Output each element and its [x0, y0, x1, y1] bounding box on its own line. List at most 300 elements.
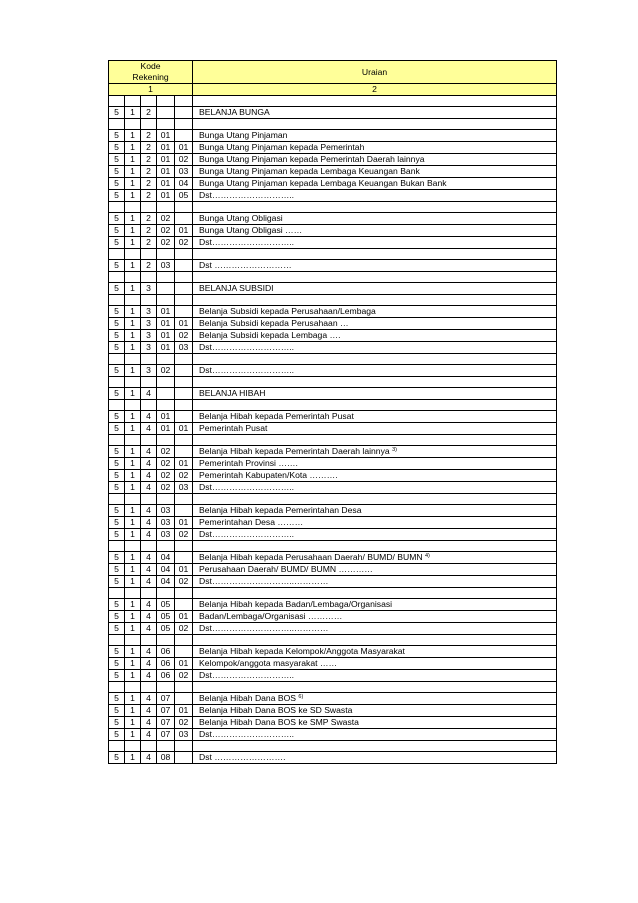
- table-row: [109, 142, 557, 154]
- empty-cell: [193, 435, 557, 446]
- kode-segment-3: 2: [141, 142, 157, 154]
- empty-cell: [109, 377, 125, 388]
- table-row: [109, 611, 557, 623]
- kode-segment-2: 1: [125, 342, 141, 354]
- kode-segment-3: 4: [141, 670, 157, 682]
- kode-segment-1: 5: [109, 365, 125, 377]
- kode-segment-2: 1: [125, 330, 141, 342]
- kode-segment-4: 01: [157, 130, 175, 142]
- uraian-text: Bunga Utang Pinjaman kepada Lembaga Keuangan Bukan Bank: [199, 178, 447, 188]
- empty-cell: [141, 354, 157, 365]
- empty-cell: [193, 377, 557, 388]
- kode-segment-3: 4: [141, 599, 157, 611]
- kode-segment-1: 5: [109, 130, 125, 142]
- table-row: [109, 623, 557, 635]
- empty-cell: [175, 377, 193, 388]
- kode-segment-2: 1: [125, 142, 141, 154]
- kode-segment-5: 02: [175, 330, 193, 342]
- kode-segment-3: 4: [141, 529, 157, 541]
- uraian-cell: [193, 213, 557, 225]
- kode-segment-4: 01: [157, 423, 175, 435]
- empty-cell: [175, 249, 193, 260]
- spacer-row: [109, 588, 557, 599]
- spacer-row: [109, 295, 557, 306]
- kode-segment-2: 1: [125, 564, 141, 576]
- kode-segment-4: 01: [157, 190, 175, 202]
- empty-cell: [125, 400, 141, 411]
- kode-segment-5: 01: [175, 517, 193, 529]
- kode-segment-5: [175, 213, 193, 225]
- empty-cell: [109, 494, 125, 505]
- empty-cell: [125, 96, 141, 107]
- uraian-cell: [193, 411, 557, 423]
- kode-segment-3: 3: [141, 283, 157, 295]
- empty-cell: [109, 588, 125, 599]
- kode-segment-4: 01: [157, 142, 175, 154]
- table-header: [109, 61, 557, 96]
- kode-rekening-table: [108, 60, 557, 764]
- empty-cell: [125, 494, 141, 505]
- spacer-row: [109, 435, 557, 446]
- kode-segment-5: 02: [175, 470, 193, 482]
- uraian-text: Belanja Hibah kepada Pemerintah Daerah lainnya: [199, 446, 390, 456]
- table-row: [109, 388, 557, 400]
- kode-segment-3: 4: [141, 576, 157, 588]
- kode-segment-2: 1: [125, 458, 141, 470]
- empty-cell: [193, 541, 557, 552]
- kode-segment-5: [175, 599, 193, 611]
- empty-cell: [175, 119, 193, 130]
- empty-cell: [109, 541, 125, 552]
- kode-segment-1: 5: [109, 729, 125, 741]
- uraian-cell: [193, 729, 557, 741]
- kode-segment-3: 4: [141, 729, 157, 741]
- table-row: [109, 564, 557, 576]
- kode-segment-2: 1: [125, 646, 141, 658]
- table-row: [109, 213, 557, 225]
- kode-segment-3: 4: [141, 705, 157, 717]
- empty-cell: [141, 400, 157, 411]
- kode-segment-3: 4: [141, 470, 157, 482]
- kode-segment-4: 07: [157, 705, 175, 717]
- empty-cell: [157, 249, 175, 260]
- kode-segment-3: 4: [141, 446, 157, 458]
- kode-segment-2: 1: [125, 729, 141, 741]
- kode-segment-5: [175, 693, 193, 705]
- kode-segment-2: 1: [125, 213, 141, 225]
- empty-cell: [175, 541, 193, 552]
- kode-segment-5: 02: [175, 576, 193, 588]
- kode-segment-3: 2: [141, 213, 157, 225]
- spacer-row: [109, 96, 557, 107]
- kode-segment-2: 1: [125, 190, 141, 202]
- kode-segment-5: 01: [175, 658, 193, 670]
- kode-segment-5: [175, 388, 193, 400]
- kode-segment-4: 06: [157, 646, 175, 658]
- column-number-2: 2: [193, 84, 557, 96]
- kode-segment-3: 4: [141, 552, 157, 564]
- empty-cell: [125, 272, 141, 283]
- kode-segment-2: 1: [125, 717, 141, 729]
- kode-segment-5: 01: [175, 225, 193, 237]
- kode-segment-3: 4: [141, 564, 157, 576]
- empty-cell: [141, 96, 157, 107]
- kode-segment-4: 02: [157, 482, 175, 494]
- kode-segment-4: 02: [157, 458, 175, 470]
- footnote-marker: 4): [425, 553, 430, 559]
- empty-cell: [193, 96, 557, 107]
- empty-cell: [175, 435, 193, 446]
- kode-segment-1: 5: [109, 330, 125, 342]
- kode-segment-3: 4: [141, 458, 157, 470]
- table-row: [109, 458, 557, 470]
- uraian-cell: [193, 505, 557, 517]
- kode-segment-1: 5: [109, 178, 125, 190]
- empty-cell: [125, 741, 141, 752]
- uraian-cell: [193, 670, 557, 682]
- kode-segment-5: 01: [175, 423, 193, 435]
- kode-segment-1: 5: [109, 306, 125, 318]
- kode-segment-1: 5: [109, 458, 125, 470]
- table-row: [109, 190, 557, 202]
- kode-segment-4: [157, 107, 175, 119]
- uraian-cell: [193, 423, 557, 435]
- kode-segment-5: 01: [175, 564, 193, 576]
- uraian-cell: [193, 178, 557, 190]
- empty-cell: [175, 96, 193, 107]
- uraian-cell: [193, 717, 557, 729]
- kode-segment-5: 03: [175, 342, 193, 354]
- kode-segment-5: [175, 365, 193, 377]
- footnote-marker: 3): [392, 447, 397, 453]
- table-row: [109, 646, 557, 658]
- empty-cell: [193, 249, 557, 260]
- table-row: [109, 752, 557, 764]
- spacer-row: [109, 400, 557, 411]
- empty-cell: [193, 202, 557, 213]
- spacer-row: [109, 541, 557, 552]
- uraian-cell: [193, 237, 557, 249]
- kode-segment-3: 4: [141, 623, 157, 635]
- spacer-row: [109, 202, 557, 213]
- kode-segment-4: 01: [157, 342, 175, 354]
- empty-cell: [141, 202, 157, 213]
- uraian-text: Dst………………………..: [199, 365, 295, 375]
- kode-segment-1: 5: [109, 225, 125, 237]
- empty-cell: [157, 541, 175, 552]
- kode-segment-3: 3: [141, 306, 157, 318]
- uraian-cell: [193, 330, 557, 342]
- kode-segment-4: 03: [157, 260, 175, 272]
- empty-cell: [125, 682, 141, 693]
- uraian-text: Kelompok/anggota masyarakat ……: [199, 658, 338, 668]
- uraian-cell: [193, 283, 557, 295]
- empty-cell: [141, 435, 157, 446]
- kode-segment-2: 1: [125, 599, 141, 611]
- kode-segment-2: 1: [125, 623, 141, 635]
- kode-segment-3: 4: [141, 693, 157, 705]
- kode-segment-1: 5: [109, 154, 125, 166]
- empty-cell: [157, 741, 175, 752]
- kode-segment-1: 5: [109, 705, 125, 717]
- spacer-row: [109, 741, 557, 752]
- kode-segment-3: 4: [141, 505, 157, 517]
- kode-segment-4: 02: [157, 446, 175, 458]
- empty-cell: [125, 377, 141, 388]
- kode-segment-3: 4: [141, 611, 157, 623]
- kode-segment-2: 1: [125, 306, 141, 318]
- empty-cell: [175, 682, 193, 693]
- kode-segment-5: 02: [175, 237, 193, 249]
- kode-segment-5: 03: [175, 166, 193, 178]
- kode-segment-1: 5: [109, 658, 125, 670]
- uraian-text: Perusahaan Daerah/ BUMD/ BUMN …………: [199, 564, 373, 574]
- kode-segment-1: 5: [109, 693, 125, 705]
- uraian-cell: [193, 306, 557, 318]
- uraian-cell: [193, 599, 557, 611]
- kode-segment-2: 1: [125, 517, 141, 529]
- kode-segment-3: 3: [141, 330, 157, 342]
- kode-segment-5: 04: [175, 178, 193, 190]
- kode-segment-4: 07: [157, 693, 175, 705]
- table-row: [109, 446, 557, 458]
- kode-segment-4: 03: [157, 505, 175, 517]
- kode-segment-5: 02: [175, 717, 193, 729]
- kode-segment-2: 1: [125, 130, 141, 142]
- kode-segment-1: 5: [109, 260, 125, 272]
- kode-segment-1: 5: [109, 611, 125, 623]
- kode-segment-1: 5: [109, 552, 125, 564]
- table-row: [109, 505, 557, 517]
- empty-cell: [125, 202, 141, 213]
- empty-cell: [141, 741, 157, 752]
- empty-cell: [175, 494, 193, 505]
- kode-segment-1: 5: [109, 529, 125, 541]
- empty-cell: [109, 249, 125, 260]
- empty-cell: [175, 588, 193, 599]
- uraian-cell: [193, 705, 557, 717]
- kode-segment-5: 05: [175, 190, 193, 202]
- uraian-cell: [193, 154, 557, 166]
- table-row: [109, 342, 557, 354]
- empty-cell: [125, 354, 141, 365]
- spacer-row: [109, 635, 557, 646]
- kode-segment-5: 02: [175, 154, 193, 166]
- kode-segment-2: 1: [125, 423, 141, 435]
- table-row: [109, 658, 557, 670]
- table-row: [109, 529, 557, 541]
- kode-segment-1: 5: [109, 717, 125, 729]
- table-row: [109, 154, 557, 166]
- empty-cell: [157, 272, 175, 283]
- uraian-text: BELANJA HIBAH: [199, 388, 266, 398]
- kode-segment-5: [175, 306, 193, 318]
- uraian-text: Belanja Hibah kepada Perusahaan Daerah/ BUMD/ BUMN: [199, 552, 423, 562]
- kode-segment-3: 2: [141, 154, 157, 166]
- kode-segment-2: 1: [125, 552, 141, 564]
- kode-segment-1: 5: [109, 213, 125, 225]
- empty-cell: [141, 272, 157, 283]
- uraian-text: Belanja Hibah Dana BOS ke SD Swasta: [199, 705, 353, 715]
- uraian-text: Dst………………………..: [199, 729, 295, 739]
- kode-segment-1: 5: [109, 564, 125, 576]
- uraian-text: Bunga Utang Obligasi ……: [199, 225, 303, 235]
- spacer-row: [109, 119, 557, 130]
- kode-segment-3: 2: [141, 225, 157, 237]
- table-row: [109, 693, 557, 705]
- empty-cell: [175, 400, 193, 411]
- kode-segment-2: 1: [125, 611, 141, 623]
- uraian-text: BELANJA SUBSIDI: [199, 283, 274, 293]
- kode-segment-4: 04: [157, 576, 175, 588]
- table-row: [109, 729, 557, 741]
- kode-segment-2: 1: [125, 388, 141, 400]
- empty-cell: [157, 96, 175, 107]
- kode-segment-3: 3: [141, 365, 157, 377]
- uraian-text: Belanja Subsidi kepada Perusahaan/Lembaga: [199, 306, 376, 316]
- uraian-cell: [193, 166, 557, 178]
- uraian-text: Dst………………………..: [199, 529, 295, 539]
- uraian-text: Pemerintah Pusat: [199, 423, 268, 433]
- kode-rekening-header: [109, 61, 193, 84]
- kode-segment-3: 2: [141, 107, 157, 119]
- kode-segment-5: [175, 752, 193, 764]
- kode-segment-2: 1: [125, 154, 141, 166]
- uraian-cell: [193, 693, 557, 705]
- footnote-marker: 6): [298, 694, 304, 700]
- empty-cell: [193, 635, 557, 646]
- kode-segment-3: 4: [141, 517, 157, 529]
- kode-segment-1: 5: [109, 411, 125, 423]
- kode-segment-4: [157, 388, 175, 400]
- empty-cell: [141, 494, 157, 505]
- kode-segment-4: 06: [157, 670, 175, 682]
- uraian-text: Belanja Subsidi kepada Perusahaan …: [199, 318, 349, 328]
- uraian-cell: [193, 611, 557, 623]
- uraian-text: Bunga Utang Obligasi: [199, 213, 283, 223]
- kode-segment-5: 01: [175, 318, 193, 330]
- empty-cell: [193, 272, 557, 283]
- kode-segment-2: 1: [125, 505, 141, 517]
- empty-cell: [109, 354, 125, 365]
- kode-segment-1: 5: [109, 107, 125, 119]
- table-row: [109, 576, 557, 588]
- empty-cell: [125, 295, 141, 306]
- uraian-cell: [193, 142, 557, 154]
- empty-cell: [193, 741, 557, 752]
- empty-cell: [193, 682, 557, 693]
- kode-segment-3: 4: [141, 717, 157, 729]
- table-row: [109, 423, 557, 435]
- kode-segment-3: 4: [141, 388, 157, 400]
- kode-segment-5: [175, 130, 193, 142]
- uraian-cell: [193, 107, 557, 119]
- kode-segment-2: 1: [125, 318, 141, 330]
- uraian-cell: [193, 552, 557, 564]
- kode-segment-4: 01: [157, 411, 175, 423]
- empty-cell: [141, 588, 157, 599]
- kode-segment-4: 01: [157, 330, 175, 342]
- uraian-text: Belanja Hibah Dana BOS ke SMP Swasta: [199, 717, 359, 727]
- uraian-cell: [193, 623, 557, 635]
- kode-segment-1: 5: [109, 166, 125, 178]
- uraian-text: Belanja Subsidi kepada Lembaga ….: [199, 330, 341, 340]
- kode-segment-5: [175, 552, 193, 564]
- kode-segment-4: 03: [157, 529, 175, 541]
- kode-segment-2: 1: [125, 658, 141, 670]
- table-body: [109, 96, 557, 764]
- kode-segment-4: 01: [157, 318, 175, 330]
- empty-cell: [175, 635, 193, 646]
- table-row: [109, 599, 557, 611]
- empty-cell: [141, 377, 157, 388]
- kode-segment-2: 1: [125, 237, 141, 249]
- kode-segment-2: 1: [125, 365, 141, 377]
- kode-segment-5: [175, 411, 193, 423]
- kode-segment-1: 5: [109, 388, 125, 400]
- kode-segment-3: 2: [141, 260, 157, 272]
- kode-segment-2: 1: [125, 107, 141, 119]
- kode-segment-4: 02: [157, 470, 175, 482]
- kode-segment-4: 02: [157, 237, 175, 249]
- kode-segment-1: 5: [109, 623, 125, 635]
- kode-segment-1: 5: [109, 342, 125, 354]
- spacer-row: [109, 249, 557, 260]
- uraian-cell: [193, 646, 557, 658]
- uraian-text: Dst………………………..: [199, 237, 295, 247]
- spacer-row: [109, 272, 557, 283]
- kode-segment-5: 02: [175, 529, 193, 541]
- kode-segment-5: [175, 446, 193, 458]
- kode-segment-4: 01: [157, 166, 175, 178]
- kode-segment-5: 03: [175, 482, 193, 494]
- empty-cell: [157, 588, 175, 599]
- empty-cell: [175, 202, 193, 213]
- empty-cell: [157, 202, 175, 213]
- uraian-cell: [193, 446, 557, 458]
- empty-cell: [109, 400, 125, 411]
- table-row: [109, 306, 557, 318]
- kode-segment-2: 1: [125, 705, 141, 717]
- empty-cell: [109, 272, 125, 283]
- kode-segment-1: 5: [109, 482, 125, 494]
- kode-segment-3: 2: [141, 166, 157, 178]
- table-row: [109, 283, 557, 295]
- uraian-text: BELANJA BUNGA: [199, 107, 270, 117]
- uraian-text: Belanja Hibah kepada Badan/Lembaga/Organisasi: [199, 599, 393, 609]
- kode-segment-4: 07: [157, 717, 175, 729]
- empty-cell: [175, 295, 193, 306]
- uraian-cell: [193, 225, 557, 237]
- empty-cell: [141, 635, 157, 646]
- spacer-row: [109, 494, 557, 505]
- kode-segment-2: 1: [125, 482, 141, 494]
- uraian-cell: [193, 752, 557, 764]
- empty-cell: [125, 588, 141, 599]
- kode-segment-4: 01: [157, 154, 175, 166]
- table-row: [109, 260, 557, 272]
- kode-segment-1: 5: [109, 283, 125, 295]
- kode-segment-3: 3: [141, 318, 157, 330]
- spacer-row: [109, 377, 557, 388]
- kode-segment-3: 4: [141, 646, 157, 658]
- empty-cell: [157, 119, 175, 130]
- kode-segment-1: 5: [109, 446, 125, 458]
- table-row: [109, 330, 557, 342]
- uraian-cell: [193, 260, 557, 272]
- empty-cell: [141, 541, 157, 552]
- kode-segment-4: 02: [157, 365, 175, 377]
